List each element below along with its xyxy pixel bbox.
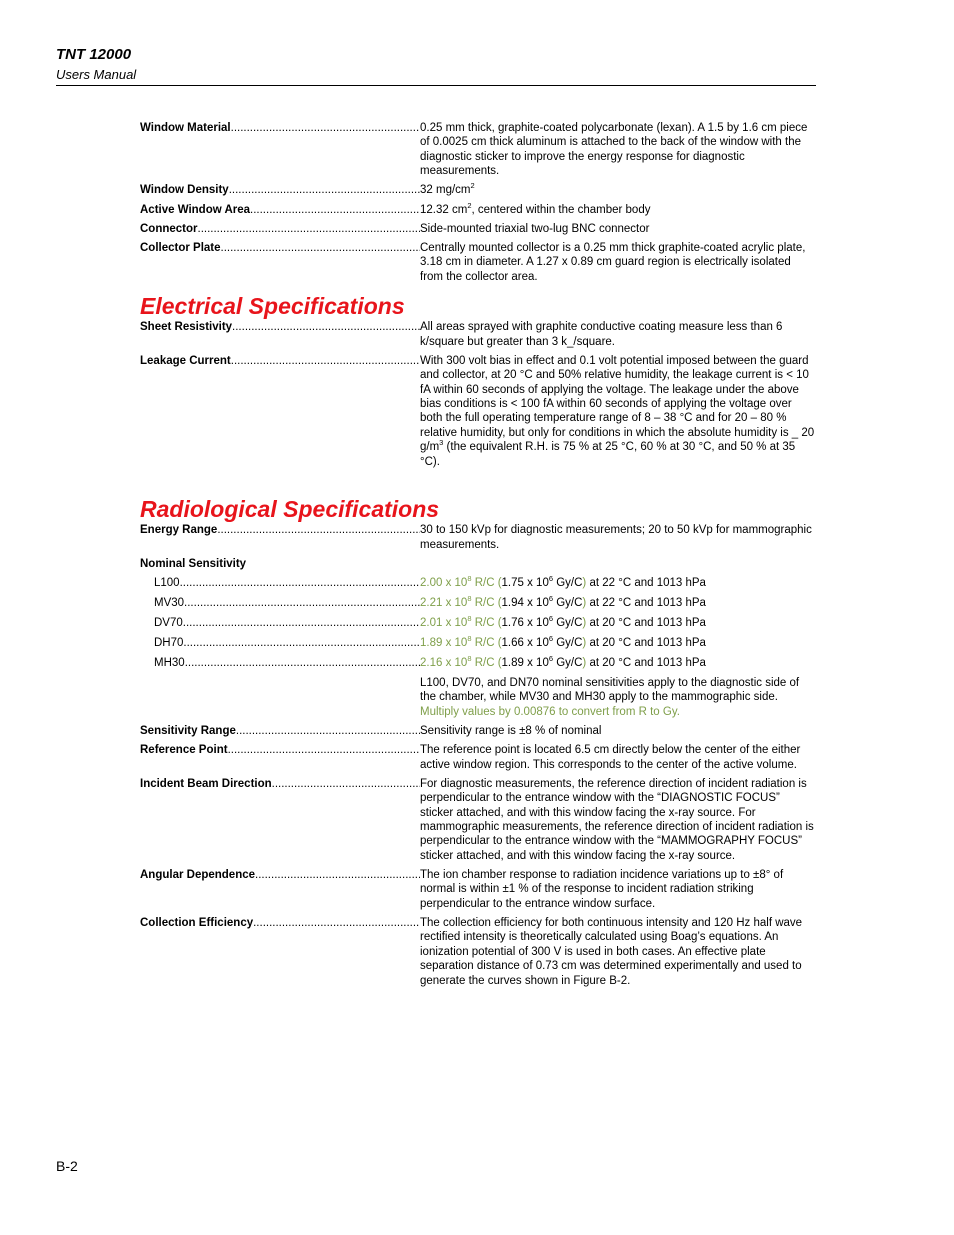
- spec-value: 0.25 mm thick, graphite-coated polycarbonate (lexan). A 1.5 by 1.6 cm piece of 0.0025 cm thick aluminum is attached to the back of the window with the diagnostic sticker to improve the energy response for diagnostic measurements.: [420, 122, 808, 178]
- sensitivity-value: 2.01 x $10^8$ R/C (1.76 x $10^6$ Gy/C) at 20 °C and 1013 hPa: [420, 614, 706, 629]
- spec-row-collection-efficiency: [140, 916, 820, 988]
- sensitivity-row-mh30: [140, 656, 820, 670]
- section-heading-electrical: Electrical Specifications: [140, 293, 405, 320]
- sensitivity-model: DH70: [154, 636, 184, 649]
- spec-label: Connector: [140, 222, 198, 235]
- spec-value: The collection efficiency for both continuous intensity and 120 Hz half wave rectified intensity is theoretically calculated using Boag’s equations. An ionization potential of 300 V is used in both cases. An effective plate separation distance of 0.73 cm was determined experimentally and used to generate the curves shown in Figure B-2.: [420, 917, 803, 987]
- spec-label: Reference Point: [140, 744, 228, 757]
- sensitivity-model: MH30: [154, 656, 185, 669]
- nominal-sensitivity-note: L100, DV70, and DN70 nominal sensitivities apply to the diagnostic side of the chamber, while MV30 and MH30 apply to the mammographic side. Multiply values by 0.00876 to convert from R to Gy.: [420, 676, 800, 718]
- sensitivity-model: MV30: [154, 596, 185, 609]
- conversion-note: Multiply values by 0.00876 to convert from R to Gy.: [420, 705, 680, 718]
- spec-value: 30 to 150 kVp for diagnostic measurements; 20 to 50 kVp for mammographic measurements.: [420, 524, 812, 551]
- sensitivity-row-dh70: [140, 636, 820, 650]
- spec-label: Window Material: [140, 122, 231, 134]
- spec-label: Leakage Current: [140, 354, 231, 367]
- spec-row-leakage-current: [140, 354, 820, 469]
- spec-value: Sensitivity range is ±8 % of nominal: [420, 724, 602, 737]
- spec-label: Sensitivity Range: [140, 724, 236, 737]
- spec-row-active-window-area: [140, 200, 820, 217]
- spec-value: 12.32 $cm^2$, centered within the chamber body: [420, 200, 651, 216]
- sensitivity-value: 1.89 x $10^8$ R/C (1.66 x $10^6$ Gy/C) at 20 °C and 1013 hPa: [420, 634, 706, 649]
- spec-row-sheet-resistivity: [140, 320, 820, 349]
- sensitivity-row-dv70: [140, 616, 820, 630]
- spec-label: Window Density: [140, 184, 229, 197]
- spec-value: With 300 volt bias in effect and 0.1 volt potential imposed between the guard and collector, at 20 °C and 50% relative humidity, the leakage current is < 10 fA within 60 seconds of applying the voltage. The leakage under the above bias conditions is < 100 fA within 60 seconds of applying the voltage over both the full operating temperature range of 8 – 38 °C and for 20 – 80 % relative humidity, but only for conditions in which the absolute humidity is _ 20 $g/m^3$ (the equivalent R.H. is 75 % at 25 °C, 60 % at 30 °C, and 50 % at 35 °C).: [420, 354, 815, 468]
- spec-label: Active Window Area: [140, 203, 251, 216]
- spec-row-sensitivity-range: [140, 724, 820, 738]
- spec-label: Collection Efficiency: [140, 917, 254, 929]
- header-rule: [56, 85, 816, 86]
- page-number: B-2: [56, 1158, 78, 1174]
- spec-label: Collector Plate: [140, 242, 221, 255]
- spec-value: 32 $mg/cm^2$: [420, 181, 475, 197]
- spec-value: Side-mounted triaxial two-lug BNC connector: [420, 222, 650, 235]
- spec-label: Angular Dependence: [140, 868, 256, 881]
- spec-row-incident-beam-direction: [140, 777, 820, 863]
- running-header: [56, 46, 136, 84]
- section-heading-radiological: Radiological Specifications: [140, 496, 440, 523]
- spec-value: Centrally mounted collector is a 0.25 mm thick graphite-coated acrylic plate, 3.18 cm in diameter. A 1.27 x 0.89 cm guard region is electrically isolated from the collector area.: [420, 242, 806, 283]
- spec-row-energy-range: [140, 523, 820, 552]
- sensitivity-value: 2.00 x $10^8$ R/C (1.75 x $10^6$ Gy/C) at 22 °C and 1013 hPa: [420, 574, 706, 589]
- sensitivity-value: 2.16 x $10^8$ R/C (1.89 x $10^6$ Gy/C) at 20 °C and 1013 hPa: [420, 654, 706, 669]
- spec-row-collector-plate: [140, 241, 820, 284]
- nominal-sensitivity-label: Nominal Sensitivity: [140, 557, 247, 570]
- sensitivity-row-mv30: [140, 596, 820, 610]
- spec-row-window-density: [140, 183, 820, 197]
- spec-label: Energy Range: [140, 524, 218, 537]
- spec-value: The ion chamber response to radiation incidence variations up to ±8° of normal is within ±1 % of the response to incident radiation striking perpendicular to the entrance window surface.: [420, 868, 784, 910]
- doc-subtitle: Users Manual: [56, 67, 137, 82]
- spec-value: For diagnostic measurements, the reference direction of incident radiation is perpendicular to the entrance window with the “DIAGNOSTIC FOCUS” sticker attached, and with this window facing the x-ray source. For mammographic measurements, the reference direction of incident radiation is perpendicular to the entrance window with the “MAMMOGRAPHY FOCUS” sticker attached, and with this window facing the x-ray source.: [420, 777, 814, 862]
- sensitivity-model: DV70: [154, 616, 183, 629]
- spec-row-angular-dependence: [140, 868, 820, 911]
- spec-value: The reference point is located 6.5 cm directly below the center of the either active window region. This corresponds to the center of the active volume.: [420, 744, 801, 771]
- sensitivity-row-l100: [140, 576, 820, 590]
- spec-row-window-material: [140, 121, 820, 179]
- page-content: [140, 121, 820, 993]
- spec-label: Sheet Resistivity: [140, 321, 233, 334]
- spec-row-reference-point: [140, 743, 820, 772]
- doc-title: TNT 12000: [56, 46, 132, 63]
- spec-value: All areas sprayed with graphite conductive coating measure less than 6 k/square but greater than 3 k_/square.: [420, 321, 783, 348]
- sensitivity-model: L100: [154, 576, 180, 589]
- spec-label: Incident Beam Direction: [140, 777, 272, 790]
- sensitivity-value: 2.21 x $10^8$ R/C (1.94 x $10^6$ Gy/C) at 22 °C and 1013 hPa: [420, 594, 706, 609]
- spec-row-connector: [140, 222, 820, 236]
